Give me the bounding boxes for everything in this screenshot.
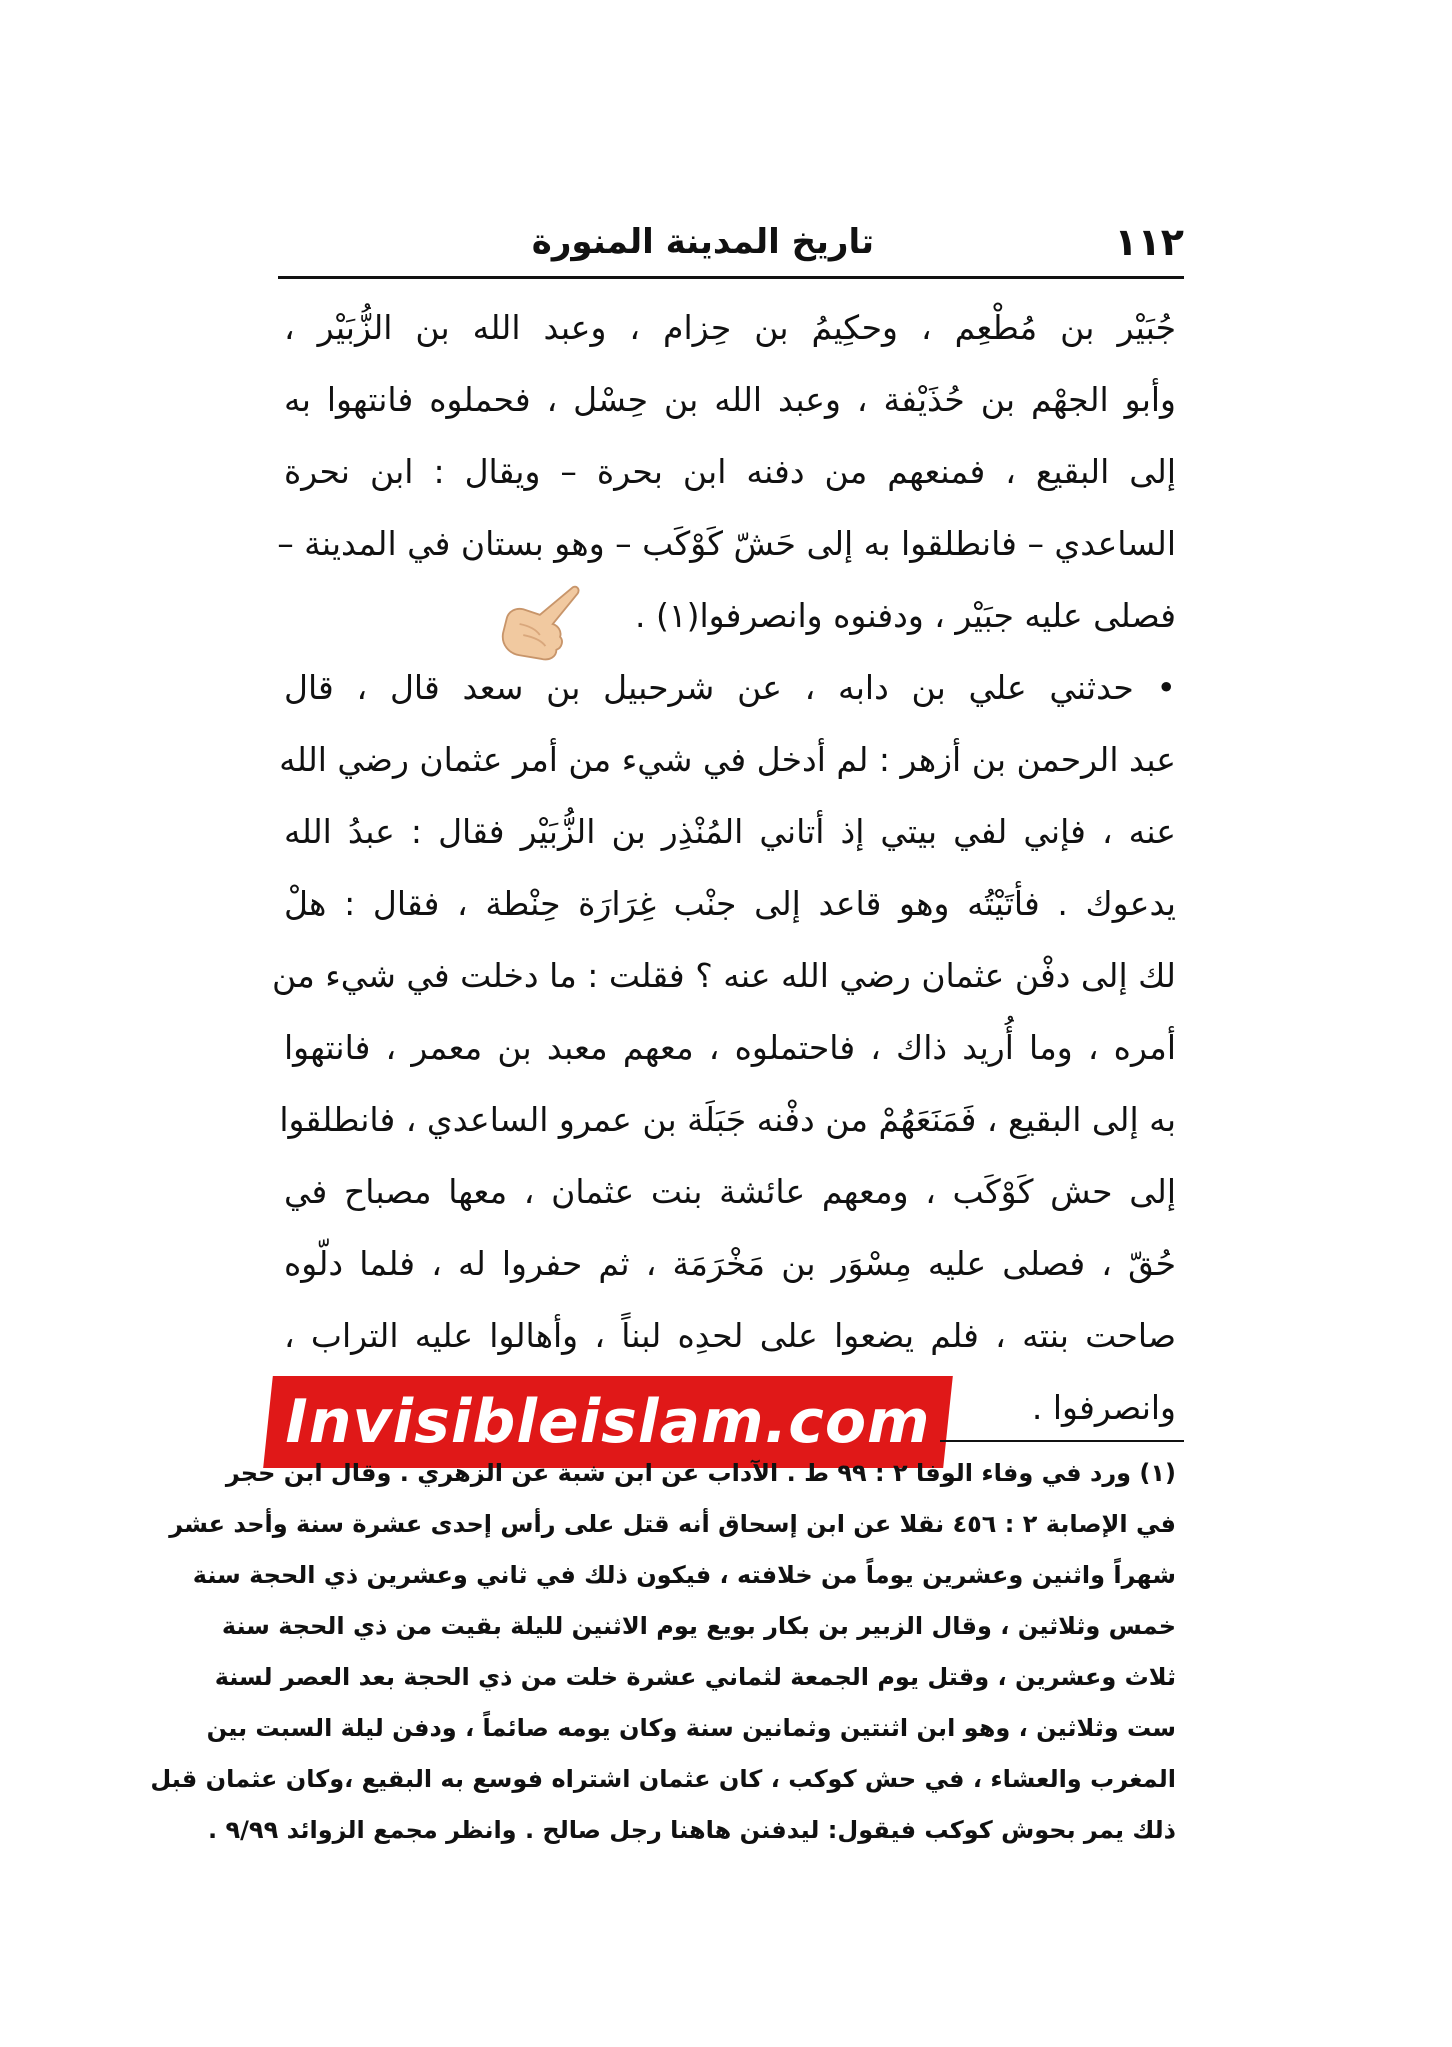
footnote-line: خمس وثلاثين ، وقال الزبير بن بكار بويع يوم الاثنين لليلة بقيت من ذي الحجة سنة	[221, 1612, 1176, 1640]
text-line: أمره ، وما أُريد ذاك ، فاحتملوه ، معهم معبد بن معمر ، فانتهوا	[284, 1028, 1176, 1067]
text-line: صاحت بنته ، فلم يضعوا على لحدِه لبناً ، وأهالوا عليه التراب ،	[284, 1316, 1176, 1355]
pointing-hand-icon	[492, 578, 584, 670]
footnote-line: في الإصابة ٢ : ٤٥٦ نقلا عن ابن إسحاق أنه قتل على رأس إحدى عشرة سنة وأحد عشر	[169, 1510, 1176, 1538]
text-line: به إلى البقيع ، فَمَنَعَهُمْ من دفْنه جَبَلَة بن عمرو الساعدي ، فانطلقوا	[279, 1100, 1176, 1139]
text-line: وانصرفوا .	[1031, 1388, 1176, 1427]
header-rule	[278, 276, 1184, 279]
footnote-line: (١) ورد في وفاء الوفا ٢ : ٩٩ ط . الآداب عن ابن شبة عن الزهري . وقال ابن حجر	[225, 1459, 1176, 1487]
footnote-line: ذلك يمر بحوش كوكب فيقول: ليدفنن هاهنا رجل صالح . وانظر مجمع الزوائد ٩/٩٩ .	[208, 1816, 1176, 1844]
footnote-line: شهراً واثنين وعشرين يوماً من خلافته ، فيكون ذلك في ثاني وعشرين ذي الحجة سنة	[192, 1561, 1176, 1589]
text-line: فصلى عليه جبَيْر ، ودفنوه وانصرفوا(١) .	[635, 596, 1176, 635]
text-line: الساعدي – فانطلقوا به إلى حَشّ كَوْكَب – وهو بستان في المدينة –	[277, 524, 1176, 563]
footnote-line: ثلاث وعشرين ، وقتل يوم الجمعة لثماني عشرة خلت من ذي الحجة بعد العصر لسنة	[214, 1663, 1176, 1691]
footnotes	[150, 1448, 1176, 1856]
watermark-text: Invisibleislam.com	[285, 1387, 931, 1457]
footnote-rule	[940, 1440, 1184, 1442]
footnote-line: ست وثلاثين ، وهو ابن اثنتين وثمانين سنة وكان يومه صائماً ، ودفن ليلة السبت بين	[206, 1714, 1176, 1742]
footnote-line: المغرب والعشاء ، في حش كوكب ، كان عثمان اشتراه فوسع به البقيع ،وكان عثمان قبل	[150, 1765, 1176, 1793]
text-line: • حدثني علي بن دابه ، عن شرحبيل بن سعد قال ، قال	[284, 668, 1176, 707]
text-line: إلى البقيع ، فمنعهم من دفنه ابن بحرة – ويقال : ابن نحرة	[284, 452, 1176, 491]
text-line: عنه ، فإني لفي بيتي إذ أتاني المُنْذِر بن الزُّبَيْر فقال : عبدُ الله	[284, 812, 1176, 851]
text-line: حُقّ ، فصلى عليه مِسْوَر بن مَخْرَمَة ، ثم حفروا له ، فلما دلّوه	[284, 1244, 1176, 1283]
text-line: عبد الرحمن بن أزهر : لم أدخل في شيء من أمر عثمان رضي الله	[279, 740, 1176, 779]
text-line: لك إلى دفْن عثمان رضي الله عنه ؟ فقلت : ما دخلت في شيء من	[271, 956, 1176, 995]
page-number: ١١٢	[1114, 220, 1184, 264]
running-title: تاريخ المدينة المنورة	[531, 222, 874, 262]
text-line: وأبو الجهْم بن حُذَيْفة ، وعبد الله بن حِسْل ، فحملوه فانتهوا به	[284, 380, 1176, 419]
text-line: إلى حش كَوْكَب ، ومعهم عائشة بنت عثمان ، معها مصباح في	[284, 1172, 1176, 1211]
main-text	[271, 292, 1176, 1444]
text-line: يدعوك . فأتَيْتُه وهو قاعد إلى جنْب غِرَارَة حِنْطة ، فقال : هلْ	[284, 884, 1176, 923]
page-header	[278, 214, 1184, 274]
text-line: جُبَيْر بن مُطْعِم ، وحكِيمُ بن حِزام ، وعبد الله بن الزُّبَيْر ،	[284, 308, 1176, 347]
